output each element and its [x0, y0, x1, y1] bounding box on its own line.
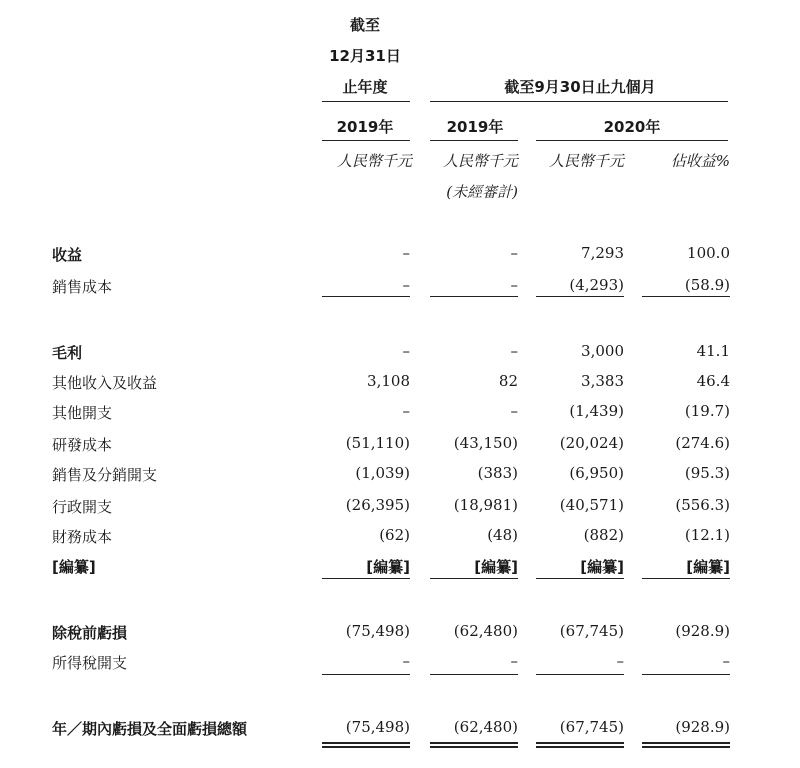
row-value-col2: –: [510, 244, 518, 262]
currency-col4: 佔收益%: [670, 152, 730, 170]
row-label: 除稅前虧損: [52, 624, 128, 642]
subtotal-rule-tax-col4: [642, 674, 730, 675]
row-value-col4: [編纂]: [686, 558, 730, 576]
row-value-col4: (19.7): [684, 402, 730, 420]
row-value-col2: (43,150): [453, 434, 518, 452]
row-value-col3: (67,745): [559, 718, 624, 736]
row-label: 其他開支: [52, 404, 113, 422]
year-rule-col2: [430, 140, 518, 141]
row-value-col2: –: [510, 342, 518, 360]
row-label: 年／期內虧損及全面虧損總額: [52, 720, 248, 738]
row-value-col3: –: [616, 652, 624, 670]
row-value-col3: (1,439): [569, 402, 624, 420]
row-value-col4: (274.6): [675, 434, 730, 452]
row-value-col2: –: [510, 652, 518, 670]
row-value-col1: –: [402, 402, 410, 420]
subtotal-rule-cost-col3: [536, 296, 624, 297]
subtotal-rule-placeholder-col3: [536, 578, 624, 579]
currency-col1: 人民幣千元: [336, 152, 412, 170]
row-value-col4: –: [722, 652, 730, 670]
year-header-col1: 2019年: [336, 118, 394, 136]
subtotal-rule-placeholder-col1: [322, 578, 410, 579]
row-label: 銷售及分銷開支: [52, 466, 158, 484]
row-value-col1: –: [402, 342, 410, 360]
row-value-col3: [編纂]: [580, 558, 624, 576]
row-label: [編纂]: [52, 558, 96, 576]
row-value-col1: (62): [379, 526, 410, 544]
row-label: 其他收入及收益: [52, 374, 158, 392]
row-value-col3: (882): [583, 526, 624, 544]
year-header-col3: 2020年: [603, 118, 661, 136]
year-header-col2: 2019年: [446, 118, 504, 136]
row-value-col4: 46.4: [696, 372, 730, 390]
total-double-rule-col4: [642, 742, 730, 748]
row-value-col4: (928.9): [675, 718, 730, 736]
subtotal-rule-tax-col3: [536, 674, 624, 675]
row-value-col1: 3,108: [367, 372, 410, 390]
row-value-col2: (18,981): [453, 496, 518, 514]
row-label: 所得稅開支: [52, 654, 128, 672]
nine-months-header: 截至9月30日止九個月: [504, 78, 656, 96]
subtotal-rule-placeholder-col4: [642, 578, 730, 579]
row-label: 研發成本: [52, 436, 113, 454]
row-value-col4: (95.3): [684, 464, 730, 482]
currency-col2: 人民幣千元: [442, 152, 518, 170]
row-value-col2: [編纂]: [474, 558, 518, 576]
row-label: 收益: [52, 246, 83, 264]
row-value-col3: (40,571): [559, 496, 624, 514]
header-rule-col1: [322, 101, 410, 102]
total-double-rule-col2: [430, 742, 518, 748]
row-label: 銷售成本: [52, 278, 113, 296]
row-value-col3: (6,950): [569, 464, 624, 482]
subtotal-rule-cost-col1: [322, 296, 410, 297]
row-value-col2: (48): [487, 526, 518, 544]
row-value-col3: (20,024): [559, 434, 624, 452]
row-value-col2: –: [510, 276, 518, 294]
subtotal-rule-cost-col4: [642, 296, 730, 297]
row-value-col1: (75,498): [345, 718, 410, 736]
row-value-col4: (12.1): [684, 526, 730, 544]
row-label: 行政開支: [52, 498, 113, 516]
row-value-col1: [編纂]: [366, 558, 410, 576]
row-value-col3: 3,000: [581, 342, 624, 360]
currency-col3: 人民幣千元: [548, 152, 624, 170]
row-value-col2: –: [510, 402, 518, 420]
unaudited-note: (未經審計): [446, 183, 518, 201]
total-double-rule-col1: [322, 742, 410, 748]
row-value-col3: 3,383: [581, 372, 624, 390]
row-value-col4: (58.9): [684, 276, 730, 294]
subtotal-rule-placeholder-col2: [430, 578, 518, 579]
row-value-col1: (1,039): [355, 464, 410, 482]
row-value-col4: (556.3): [675, 496, 730, 514]
row-value-col1: –: [402, 244, 410, 262]
row-value-col1: (75,498): [345, 622, 410, 640]
subtotal-rule-tax-col2: [430, 674, 518, 675]
row-value-col4: (928.9): [675, 622, 730, 640]
row-value-col3: (67,745): [559, 622, 624, 640]
row-value-col2: 82: [498, 372, 518, 390]
row-value-col2: (62,480): [453, 622, 518, 640]
row-value-col1: (51,110): [345, 434, 410, 452]
year-rule-col3: [536, 140, 728, 141]
row-value-col2: (383): [477, 464, 518, 482]
row-label: 毛利: [52, 344, 83, 362]
year-end-header-line-3: 止年度: [342, 78, 388, 96]
row-value-col2: (62,480): [453, 718, 518, 736]
header-rule-nine-months: [430, 101, 728, 102]
subtotal-rule-tax-col1: [322, 674, 410, 675]
subtotal-rule-cost-col2: [430, 296, 518, 297]
year-end-header-line-1: 截至: [349, 16, 380, 34]
row-value-col4: 41.1: [696, 342, 730, 360]
total-double-rule-col3: [536, 742, 624, 748]
year-end-header-line-2: 12月31日: [329, 47, 401, 65]
row-value-col1: –: [402, 276, 410, 294]
year-rule-col1: [322, 140, 410, 141]
row-value-col1: –: [402, 652, 410, 670]
row-label: 財務成本: [52, 528, 113, 546]
row-value-col4: 100.0: [687, 244, 730, 262]
row-value-col3: (4,293): [569, 276, 624, 294]
row-value-col1: (26,395): [345, 496, 410, 514]
row-value-col3: 7,293: [581, 244, 624, 262]
